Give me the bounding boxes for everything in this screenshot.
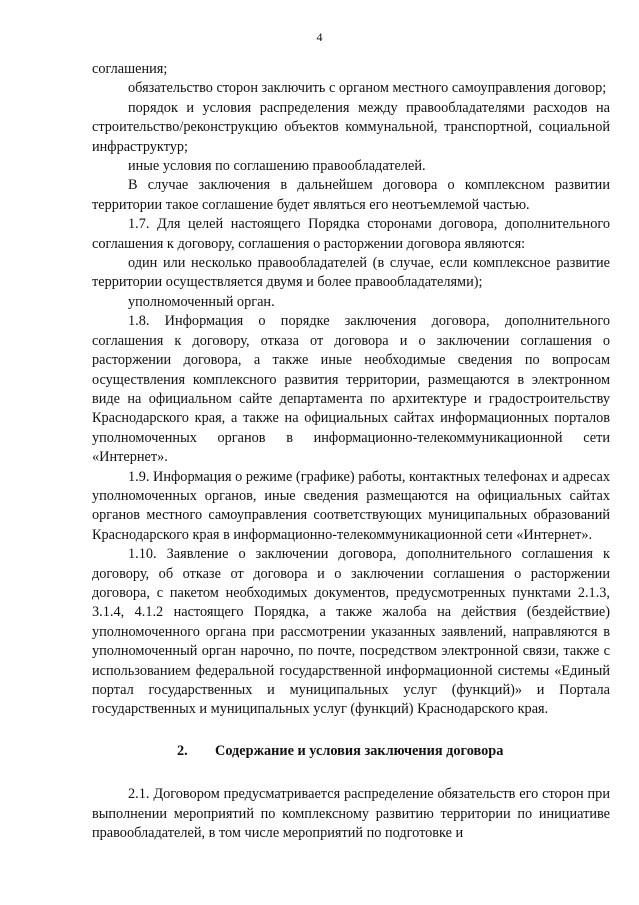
section-heading-title: Содержание и условия заключения договора xyxy=(215,742,504,759)
paragraph: иные условия по соглашению правообладателей. xyxy=(128,158,426,175)
paragraph: соглашения; xyxy=(92,61,168,77)
paragraph: В случае заключения в дальнейшем договора о комплексном развитии территории такое соглашение будет являться его неотъемлемой частью. xyxy=(92,177,610,213)
paragraphs-before-section xyxy=(92,60,610,720)
paragraph: 1.9. Информация о режиме (графике) работы, контактных телефонах и адресах уполномоченных органов, иные сведения размещаются на официальных сайтах органов местного самоуправления соответствующих муниципальных образований Краснодарского края в информационно-телекоммуникационной сети «Интернет». xyxy=(92,468,610,543)
document-body xyxy=(92,60,610,843)
paragraph: порядок и условия распределения между правообладателями расходов на строительство/реконструкцию объектов коммунальной, транспортной, социальной инфраструктур; xyxy=(92,99,610,155)
section-heading xyxy=(92,742,610,761)
paragraph: уполномоченный орган. xyxy=(128,293,275,310)
paragraph: 1.10. Заявление о заключении договора, дополнительного соглашения к договору, об отказе от договора и о заключении соглашения о расторжении договора, с пакетом необходимых документов, предусмотренных пунктами 2.1.3, 3.1.4, 4.1.2 настоящего Порядка, а также жалоба на действия (бездействие) уполномоченного органа при рассмотрении указанных заявлений, направляются в уполномоченный орган нарочно, по почте, посредством электронной связи, также с использованием федеральной государственной информационной системы «Единый портал государственных и муниципальных услуг (функций)» и Портала государственных и муниципальных услуг (функций) Краснодарского края. xyxy=(92,546,610,718)
paragraph: обязательство сторон заключить с органом местного самоуправления договор; xyxy=(128,80,607,97)
paragraph: 1.7. Для целей настоящего Порядка сторонами договора, дополнительного соглашения к договору, соглашения о расторжении договора являются: xyxy=(92,216,610,252)
section-heading-number: 2. xyxy=(177,742,188,759)
paragraph: 1.8. Информация о порядке заключения договора, дополнительного соглашения к договору, отказа от договора и о заключении соглашения о расторжении договора, а также иные необходимые сведения по вопросам осуществления комплексного развития территории, размещаются в электронном виде на официальном сайте департамента по архитектуре и градостроительству Краснодарского края, а также на официальных сайтах информационных порталов уполномоченных органов в информационно-телекоммуникационной сети «Интернет». xyxy=(92,313,610,466)
paragraph: 2.1. Договором предусматривается распределение обязательств его сторон при выполнении мероприятий по комплексному развитию территории по инициативе правообладателей, в том числе мероприятий по подготовке и xyxy=(92,786,610,842)
paragraph: один или несколько правообладателей (в случае, если комплексное развитие территории осуществляется двумя и более правообладателями); xyxy=(92,255,610,291)
page-number: 4 xyxy=(316,30,323,44)
paragraphs-after-section xyxy=(92,785,610,843)
